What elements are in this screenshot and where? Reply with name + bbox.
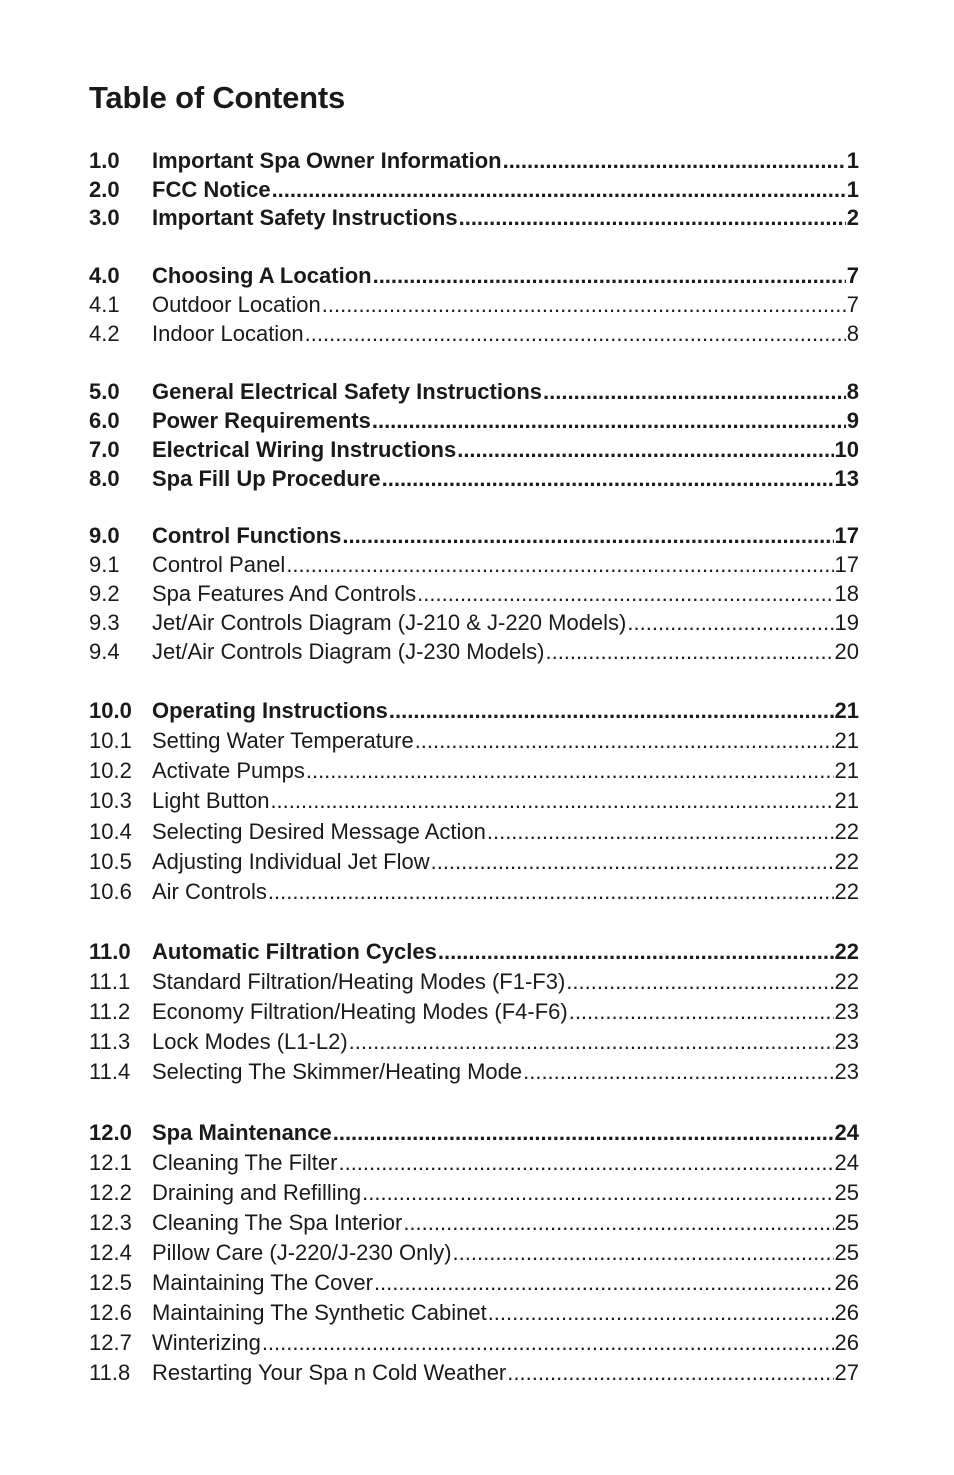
toc-entry-number: 10.5: [89, 849, 132, 874]
toc-entry-title: General Electrical Safety Instructions: [152, 379, 543, 404]
dot-leader: [453, 1238, 834, 1268]
dot-leader: [262, 1328, 834, 1358]
toc-entry-title: Draining and Refilling: [152, 1180, 362, 1205]
toc-entry[interactable]: [89, 1148, 859, 1178]
toc-entry-title: Air Controls: [152, 879, 267, 904]
dot-leader: [306, 756, 834, 786]
toc-entry[interactable]: [89, 608, 859, 638]
dot-leader: [545, 637, 833, 667]
toc-entry-page: 19: [834, 610, 859, 635]
dot-leader: [459, 203, 846, 233]
toc-entry[interactable]: [89, 1027, 859, 1057]
dot-leader: [457, 435, 833, 465]
toc-entry-title: Control Panel: [152, 552, 286, 577]
dot-leader: [566, 967, 833, 997]
toc-entry-number: 10.1: [89, 728, 132, 753]
dot-leader: [415, 726, 834, 756]
toc-entry-number: 12.4: [89, 1240, 132, 1265]
toc-entry-number: 11.2: [89, 999, 131, 1024]
toc-entry[interactable]: [89, 550, 859, 580]
toc-entry-number: 10.6: [89, 879, 132, 904]
toc-entry-title: Jet/Air Controls Diagram (J-230 Models): [152, 639, 545, 664]
toc-entry[interactable]: [89, 937, 859, 967]
toc-entry-page: 25: [834, 1180, 859, 1205]
toc-entry-page: 25: [834, 1210, 859, 1235]
dot-leader: [322, 290, 846, 320]
toc-entry-page: 26: [834, 1300, 859, 1325]
toc-entry-number: 10.4: [89, 819, 132, 844]
toc-entry-page: 9: [846, 408, 859, 433]
toc-entry-number: 11.0: [89, 939, 131, 964]
dot-leader: [270, 786, 833, 816]
toc-entry-number: 1.0: [89, 148, 120, 173]
toc-entry-number: 12.7: [89, 1330, 132, 1355]
toc-entry[interactable]: [89, 726, 859, 756]
toc-entry-title: Cleaning The Spa Interior: [152, 1210, 403, 1235]
dot-leader: [503, 146, 846, 176]
toc-entry-number: 6.0: [89, 408, 120, 433]
toc-entry[interactable]: [89, 817, 859, 847]
toc-entry-page: 13: [834, 466, 859, 491]
toc-entry-title: Spa Maintenance: [152, 1120, 332, 1145]
toc-entry[interactable]: [89, 175, 859, 205]
toc-entry-title: FCC Notice: [152, 177, 271, 202]
dot-leader: [507, 1358, 833, 1388]
dot-leader: [286, 550, 833, 580]
toc-entry[interactable]: [89, 1238, 859, 1268]
toc-entry-title: Setting Water Temperature: [152, 728, 414, 753]
toc-entry-title: Activate Pumps: [152, 758, 305, 783]
toc-entry-page: 22: [834, 849, 859, 874]
toc-entry-title: Maintaining The Cover: [152, 1270, 373, 1295]
toc-entry-title: Important Safety Instructions: [152, 205, 458, 230]
toc-entry-title: Selecting The Skimmer/Heating Mode: [152, 1059, 523, 1084]
toc-entry-title: Choosing A Location: [152, 263, 372, 288]
dot-leader: [333, 1118, 834, 1148]
toc-entry[interactable]: [89, 1178, 859, 1208]
toc-entry-page: 24: [834, 1120, 859, 1145]
toc-entry-title: Adjusting Individual Jet Flow: [152, 849, 430, 874]
dot-leader: [488, 1298, 834, 1328]
toc-entry-page: 22: [834, 879, 859, 904]
toc-entry-page: 2: [846, 205, 859, 230]
toc-entry-page: 26: [834, 1270, 859, 1295]
toc-entry-page: 24: [834, 1150, 859, 1175]
toc-entry-number: 12.6: [89, 1300, 132, 1325]
dot-leader: [382, 464, 834, 494]
toc-entry[interactable]: [89, 464, 859, 494]
toc-entry-number: 12.3: [89, 1210, 132, 1235]
toc-entry-number: 12.0: [89, 1120, 132, 1145]
toc-entry[interactable]: [89, 406, 859, 436]
toc-entry-page: 21: [834, 788, 859, 813]
toc-entry-number: 9.4: [89, 639, 120, 664]
toc-entry-number: 9.1: [89, 552, 120, 577]
toc-entry[interactable]: [89, 1208, 859, 1238]
dot-leader: [305, 319, 846, 349]
dot-leader: [342, 521, 833, 551]
dot-leader: [272, 175, 846, 205]
toc-entry-title: Selecting Desired Message Action: [152, 819, 486, 844]
page-title: Table of Contents: [89, 80, 346, 115]
toc-entry[interactable]: [89, 1268, 859, 1298]
dot-leader: [268, 877, 834, 907]
toc-entry[interactable]: [89, 637, 859, 667]
dot-leader: [372, 406, 846, 436]
toc-entry-page: 25: [834, 1240, 859, 1265]
toc-entry[interactable]: [89, 877, 859, 907]
toc-entry[interactable]: [89, 997, 859, 1027]
toc-entry-number: 9.2: [89, 581, 120, 606]
toc-entry[interactable]: [89, 146, 859, 176]
toc-entry-title: Lock Modes (L1-L2): [152, 1029, 348, 1054]
toc-entry-number: 10.2: [89, 758, 132, 783]
toc-entry-title: Power Requirements: [152, 408, 371, 433]
toc-entry[interactable]: [89, 786, 859, 816]
toc-entry-number: 10.0: [89, 698, 132, 723]
toc-entry-title: Cleaning The Filter: [152, 1150, 338, 1175]
toc-entry[interactable]: [89, 847, 859, 877]
toc-entry-title: Pillow Care (J-220/J-230 Only): [152, 1240, 452, 1265]
dot-leader: [374, 1268, 834, 1298]
dot-leader: [431, 847, 834, 877]
toc-entry-number: 10.3: [89, 788, 132, 813]
toc-entry-page: 10: [834, 437, 859, 462]
toc-entry-page: 23: [834, 999, 859, 1024]
toc-entry[interactable]: [89, 521, 859, 551]
toc-entry-number: 9.3: [89, 610, 120, 635]
toc-entry-page: 18: [834, 581, 859, 606]
toc-entry-page: 22: [834, 939, 859, 964]
toc-entry-title: Automatic Filtration Cycles: [152, 939, 437, 964]
toc-entry-number: 4.2: [89, 321, 120, 346]
dot-leader: [403, 1208, 833, 1238]
dot-leader: [389, 696, 834, 726]
dot-leader: [438, 937, 834, 967]
toc-entry-title: Light Button: [152, 788, 270, 813]
toc-entry-title: Control Functions: [152, 523, 342, 548]
toc-entry-title: Restarting Your Spa n Cold Weather: [152, 1360, 507, 1385]
toc-entry-title: Outdoor Location: [152, 292, 321, 317]
toc-entry-title: Standard Filtration/Heating Modes (F1-F3): [152, 969, 566, 994]
toc-entry[interactable]: [89, 1057, 859, 1087]
toc-entry-number: 12.1: [89, 1150, 132, 1175]
toc-entry-page: 22: [834, 819, 859, 844]
dot-leader: [417, 579, 833, 609]
toc-entry-page: 7: [846, 292, 859, 317]
dot-leader: [362, 1178, 833, 1208]
toc-entry-number: 11.8: [89, 1360, 131, 1385]
dot-leader: [627, 608, 833, 638]
toc-entry-page: 17: [834, 523, 859, 548]
toc-entry-page: 17: [834, 552, 859, 577]
toc-entry-title: Spa Fill Up Procedure: [152, 466, 381, 491]
toc-entry-title: Indoor Location: [152, 321, 304, 346]
toc-entry-number: 7.0: [89, 437, 120, 462]
toc-entry-page: 20: [834, 639, 859, 664]
dot-leader: [373, 261, 846, 291]
dot-leader: [349, 1027, 834, 1057]
dot-leader: [523, 1057, 833, 1087]
toc-entry-number: 11.1: [89, 969, 131, 994]
toc-entry-title: Electrical Wiring Instructions: [152, 437, 457, 462]
toc-entry[interactable]: [89, 261, 859, 291]
toc-entry-number: 8.0: [89, 466, 120, 491]
toc-entry-title: Operating Instructions: [152, 698, 388, 723]
toc-entry-title: Important Spa Owner Information: [152, 148, 502, 173]
toc-entry[interactable]: [89, 203, 859, 233]
toc-entry-page: 26: [834, 1330, 859, 1355]
toc-entry-title: Maintaining The Synthetic Cabinet: [152, 1300, 487, 1325]
toc-entry[interactable]: [89, 967, 859, 997]
toc-entry[interactable]: [89, 1298, 859, 1328]
toc-entry-number: 2.0: [89, 177, 120, 202]
toc-entry-number: 5.0: [89, 379, 120, 404]
toc-entry-page: 22: [834, 969, 859, 994]
toc-entry-page: 21: [834, 728, 859, 753]
dot-leader: [569, 997, 834, 1027]
toc-entry[interactable]: [89, 290, 859, 320]
toc-entry-page: 21: [834, 698, 859, 723]
toc-entry-page: 23: [834, 1029, 859, 1054]
toc-entry-page: 8: [846, 379, 859, 404]
toc-entry-page: 7: [846, 263, 859, 288]
toc-entry-page: 1: [846, 177, 859, 202]
toc-entry[interactable]: [89, 579, 859, 609]
toc-entry-number: 12.5: [89, 1270, 132, 1295]
toc-entry[interactable]: [89, 1328, 859, 1358]
toc-entry-page: 8: [846, 321, 859, 346]
toc-entry-title: Jet/Air Controls Diagram (J-210 & J-220 Models): [152, 610, 627, 635]
toc-entry[interactable]: [89, 696, 859, 726]
toc-entry-number: 3.0: [89, 205, 120, 230]
toc-entry-page: 23: [834, 1059, 859, 1084]
dot-leader: [543, 377, 846, 407]
toc-entry-number: 4.0: [89, 263, 120, 288]
toc-entry-number: 11.4: [89, 1059, 131, 1084]
toc-entry-number: 11.3: [89, 1029, 131, 1054]
dot-leader: [487, 817, 834, 847]
toc-entry[interactable]: [89, 1118, 859, 1148]
toc-entry[interactable]: [89, 319, 859, 349]
toc-entry-title: Spa Features And Controls: [152, 581, 417, 606]
toc-entry[interactable]: [89, 1358, 859, 1388]
toc-entry-number: 4.1: [89, 292, 120, 317]
toc-entry-title: Economy Filtration/Heating Modes (F4-F6): [152, 999, 568, 1024]
toc-entry-page: 1: [846, 148, 859, 173]
toc-entry-title: Winterizing: [152, 1330, 261, 1355]
toc-entry[interactable]: [89, 435, 859, 465]
toc-entry-page: 27: [834, 1360, 859, 1385]
toc-entry[interactable]: [89, 756, 859, 786]
toc-entry-page: 21: [834, 758, 859, 783]
toc-entry[interactable]: [89, 377, 859, 407]
dot-leader: [338, 1148, 833, 1178]
toc-entry-number: 12.2: [89, 1180, 132, 1205]
toc-entry-number: 9.0: [89, 523, 120, 548]
